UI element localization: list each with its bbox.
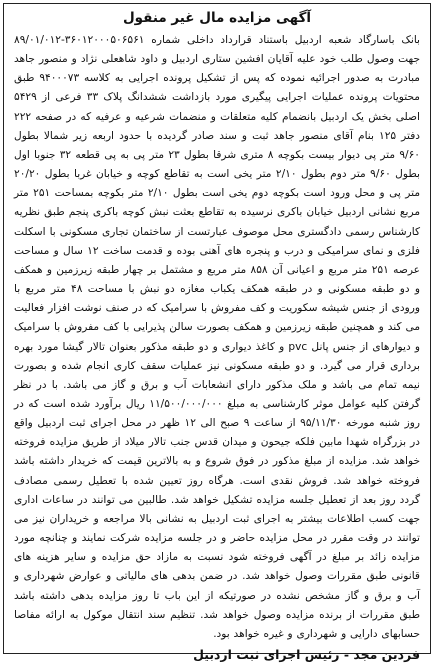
auction-notice	[3, 3, 431, 662]
notice-body: بانک باسارگاد شعبه اردبیل باستناد قرارداد داخلی شماره ۳۶۰۱۲۰۰۰۵۰۶۵۶۱-۸۹/۰۱/۰۱۲ جهت وصول طلب خود علیه آقایان افشین ستاری اردبیل و داود شاهعلی نژاد و منصور جاهد مبادرت به صدور اجرائیه نموده که پس از تشکیل پرونده اجرایی به کلاسه ۹۴۰۰۰۷۳ طبق محتویات پرونده عملیات اجرایی پیگیری مورد بازداشت ششدانگ پلاک ۳۳ فرعی از ۵۴۲۹ اصلی بخش یک اردبیل بانضمام کلیه متعلقات و منضمات شرعیه و عرفیه که در صفحه ۲۲۲ دفتر ۱۲۵ بنام آقای منصور جاهد ثبت و سند صادر گردیده با حدود اربعه زیر شمالا بطول ۹/۶۰ متر پی دیوار بیست بکوچه ۸ متری شرقا بطول ۲۳ متر پی به پی قطعه ۳۲ جنوبا اول بطول ۹/۶۰ متر دوم بطول ۲/۱۰ متر یخی است به تقاطع کوچه و خیابان غربا بطول ۲۰/۲۰ متر پی و محل ورود است بکوچه دوم یخی است بطول ۲/۱۰ متر بکوچه بمساحت ۲۵۱ متر مربع نشانی اردبیل خیابان باکری نرسیده به تقاطع بعثت نبش کوچه باکری پنجم طبق نظریه کارشناس رسمی دادگستری محل موصوف عبارتست از ساختمان تجاری مسکونی با اسکلت فلزی و نمای سرامیکی و درب و پنجره های آهنی بوده و قدمت ساخت ۱۲ سال و مساحت عرصه ۲۵۱ متر مربع و اعیانی آن ۸۵۸ متر مربع و مشتمل بر چهار طبقه زیرزمین و همکف و دو طبقه مسکونی و در طبقه همکف یکباب مغازه دو نبش با مساحت ۴۸ متر مربع با ورودی از جنس شیشه سکوریت و کف مفروش با سرامیک که در صنف نوشت افزار فعالیت می کند و همچنین طبقه زیرزمین و همکف بصورت سالن پذیرایی با کف مفروش با سرامیک و دیوارهای از جنس پانل pvc و کاغذ دیواری و دو طبقه مذکور بعنوان تالار گیشا مورد بهره برداری قرار می گیرد. و دو طبقه مسکونی نیز عملیات سقف کاری انجام شده و بصورت نیمه تمام می باشد و ملک مذکور دارای انشعابات آب و برق و گاز می باشد. با در نظر گرفتن کلیه عوامل موثر کارشناسی به مبلغ ۱۱/۵۰۰/۰۰۰/۰۰۰ ریال برآورد شده است که در روز شنبه مورخه ۹۵/۱۱/۳۰ از ساعت ۹ صبح الی ۱۲ ظهر در محل اجرای ثبت اردبیل واقع در بزرگراه شهدا مابین فلکه جیحون و میدان قدس جنب تالار میلاد از طریق مزایده فروخته خواهد شد. مزایده از مبلغ مذکور در فوق شروع و به بالاترین قیمت که خریدار داشته باشد فروخته خواهد شد. فروش نقدی است. هرگاه روز تعیین شده با تعطیل رسمی مصادف گردد روز بعد از تعطیل جلسه مزایده تشکیل خواهد شد. طالبین می توانند در ساعات اداری جهت کسب اطلاعات بیشتر به اجرای ثبت اردبیل به نشانی بالا مراجعه و خریداران نیز می توانند در وقت مقرر در محل مزایده حاضر و در جلسه مزایده شرکت نمایند و چنانچه مورد مزایده زائد بر مبلغ در آگهی فروخته شود نسبت به مازاد حق مزایده و سایر هزینه های قانونی طبق مقررات وصول خواهد شد. در ضمن بدهی های مالیاتی و عوارض شهرداری و آب و برق و گاز مشخص نشده در صورتیکه از این باب تا روز مزایده بدهی داشته باشد طبق مقررات از برنده مزایده وصول خواهد شد. تنظیم سند انتقال موکول به ارائه مفاصا حسابهای دارایی و شهرداری و غیره خواهد بود.	[14, 34, 421, 640]
notice-title: آگهی مزایده مال غیر منقول	[122, 10, 312, 26]
notice-signature: فردین مجد - رئیس اجرای ثبت اردبیل	[193, 647, 420, 662]
